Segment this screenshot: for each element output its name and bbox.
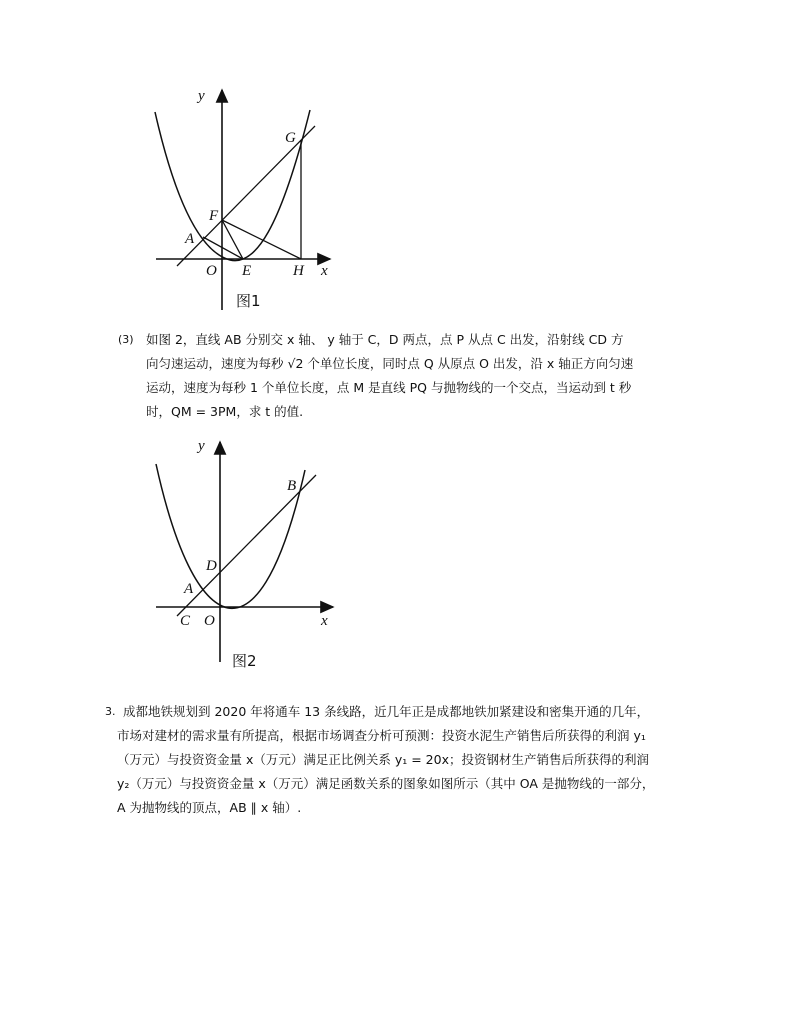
question-3-line-2: 向匀速运动，速度为每秒 √2 个单位长度，同时点 Q 从原点 O 出发，沿 x 轴正方向匀速 [146,356,634,371]
figure-1 [140,80,350,320]
label-g: G [285,130,296,146]
label-y: y [198,88,205,104]
problem-3-line-4: y₂（万元）与投资资金量 x（万元）满足函数关系的图象如图所示（其中 OA 是抛物线的一部分， [117,776,655,791]
label-f: F [209,208,219,224]
figure-2-caption: 图2 [232,652,257,670]
line-ab [177,475,316,616]
segment-fh [222,220,301,259]
problem-3 [105,700,654,820]
label-c: C [180,613,191,629]
label-b: B [287,478,297,494]
label-o: O [204,613,215,629]
parabola [156,464,305,608]
label-e: E [242,263,252,279]
problem-3-number: 3. [105,705,116,718]
label-y: y [198,438,205,454]
question-3-line-1: 如图 2，直线 AB 分别交 x 轴、 y 轴于 C，D 两点，点 P 从点 C 出发，沿射线 CD 方 [146,332,624,347]
label-x: x [321,613,328,629]
label-d: D [206,558,217,574]
figure-2 [140,430,350,675]
label-o: O [206,263,217,279]
problem-3-line-2: 市场对建材的需求量有所提高，根据市场调查分析可预测：投资水泥生产销售后所获得的利润 y₁ [117,728,646,743]
question-3 [118,328,633,424]
label-x: x [321,263,328,279]
line-ag [177,126,315,266]
problem-3-line-5: A 为抛物线的顶点，AB ∥ x 轴）. [117,800,302,815]
label-h: H [293,263,304,279]
question-3-line-4: 时，QM = 3PM，求 t 的值. [146,404,304,419]
figure-1-caption: 图1 [236,292,261,310]
question-3-line-3: 运动，速度为每秒 1 个单位长度，点 M 是直线 PQ 与抛物线的一个交点，当运动到 t 秒 [146,380,632,395]
problem-3-line-1: 成都地铁规划到 2020 年将通车 13 条线路，近几年正是成都地铁加紧建设和密集开通的几年， [123,704,650,719]
label-a: A [184,581,194,597]
problem-3-line-3: （万元）与投资资金量 x（万元）满足正比例关系 y₁ = 20x；投资钢材生产销售后所获得的利润 [117,752,649,767]
question-3-number: (3) [118,333,134,346]
label-a: A [185,231,195,247]
